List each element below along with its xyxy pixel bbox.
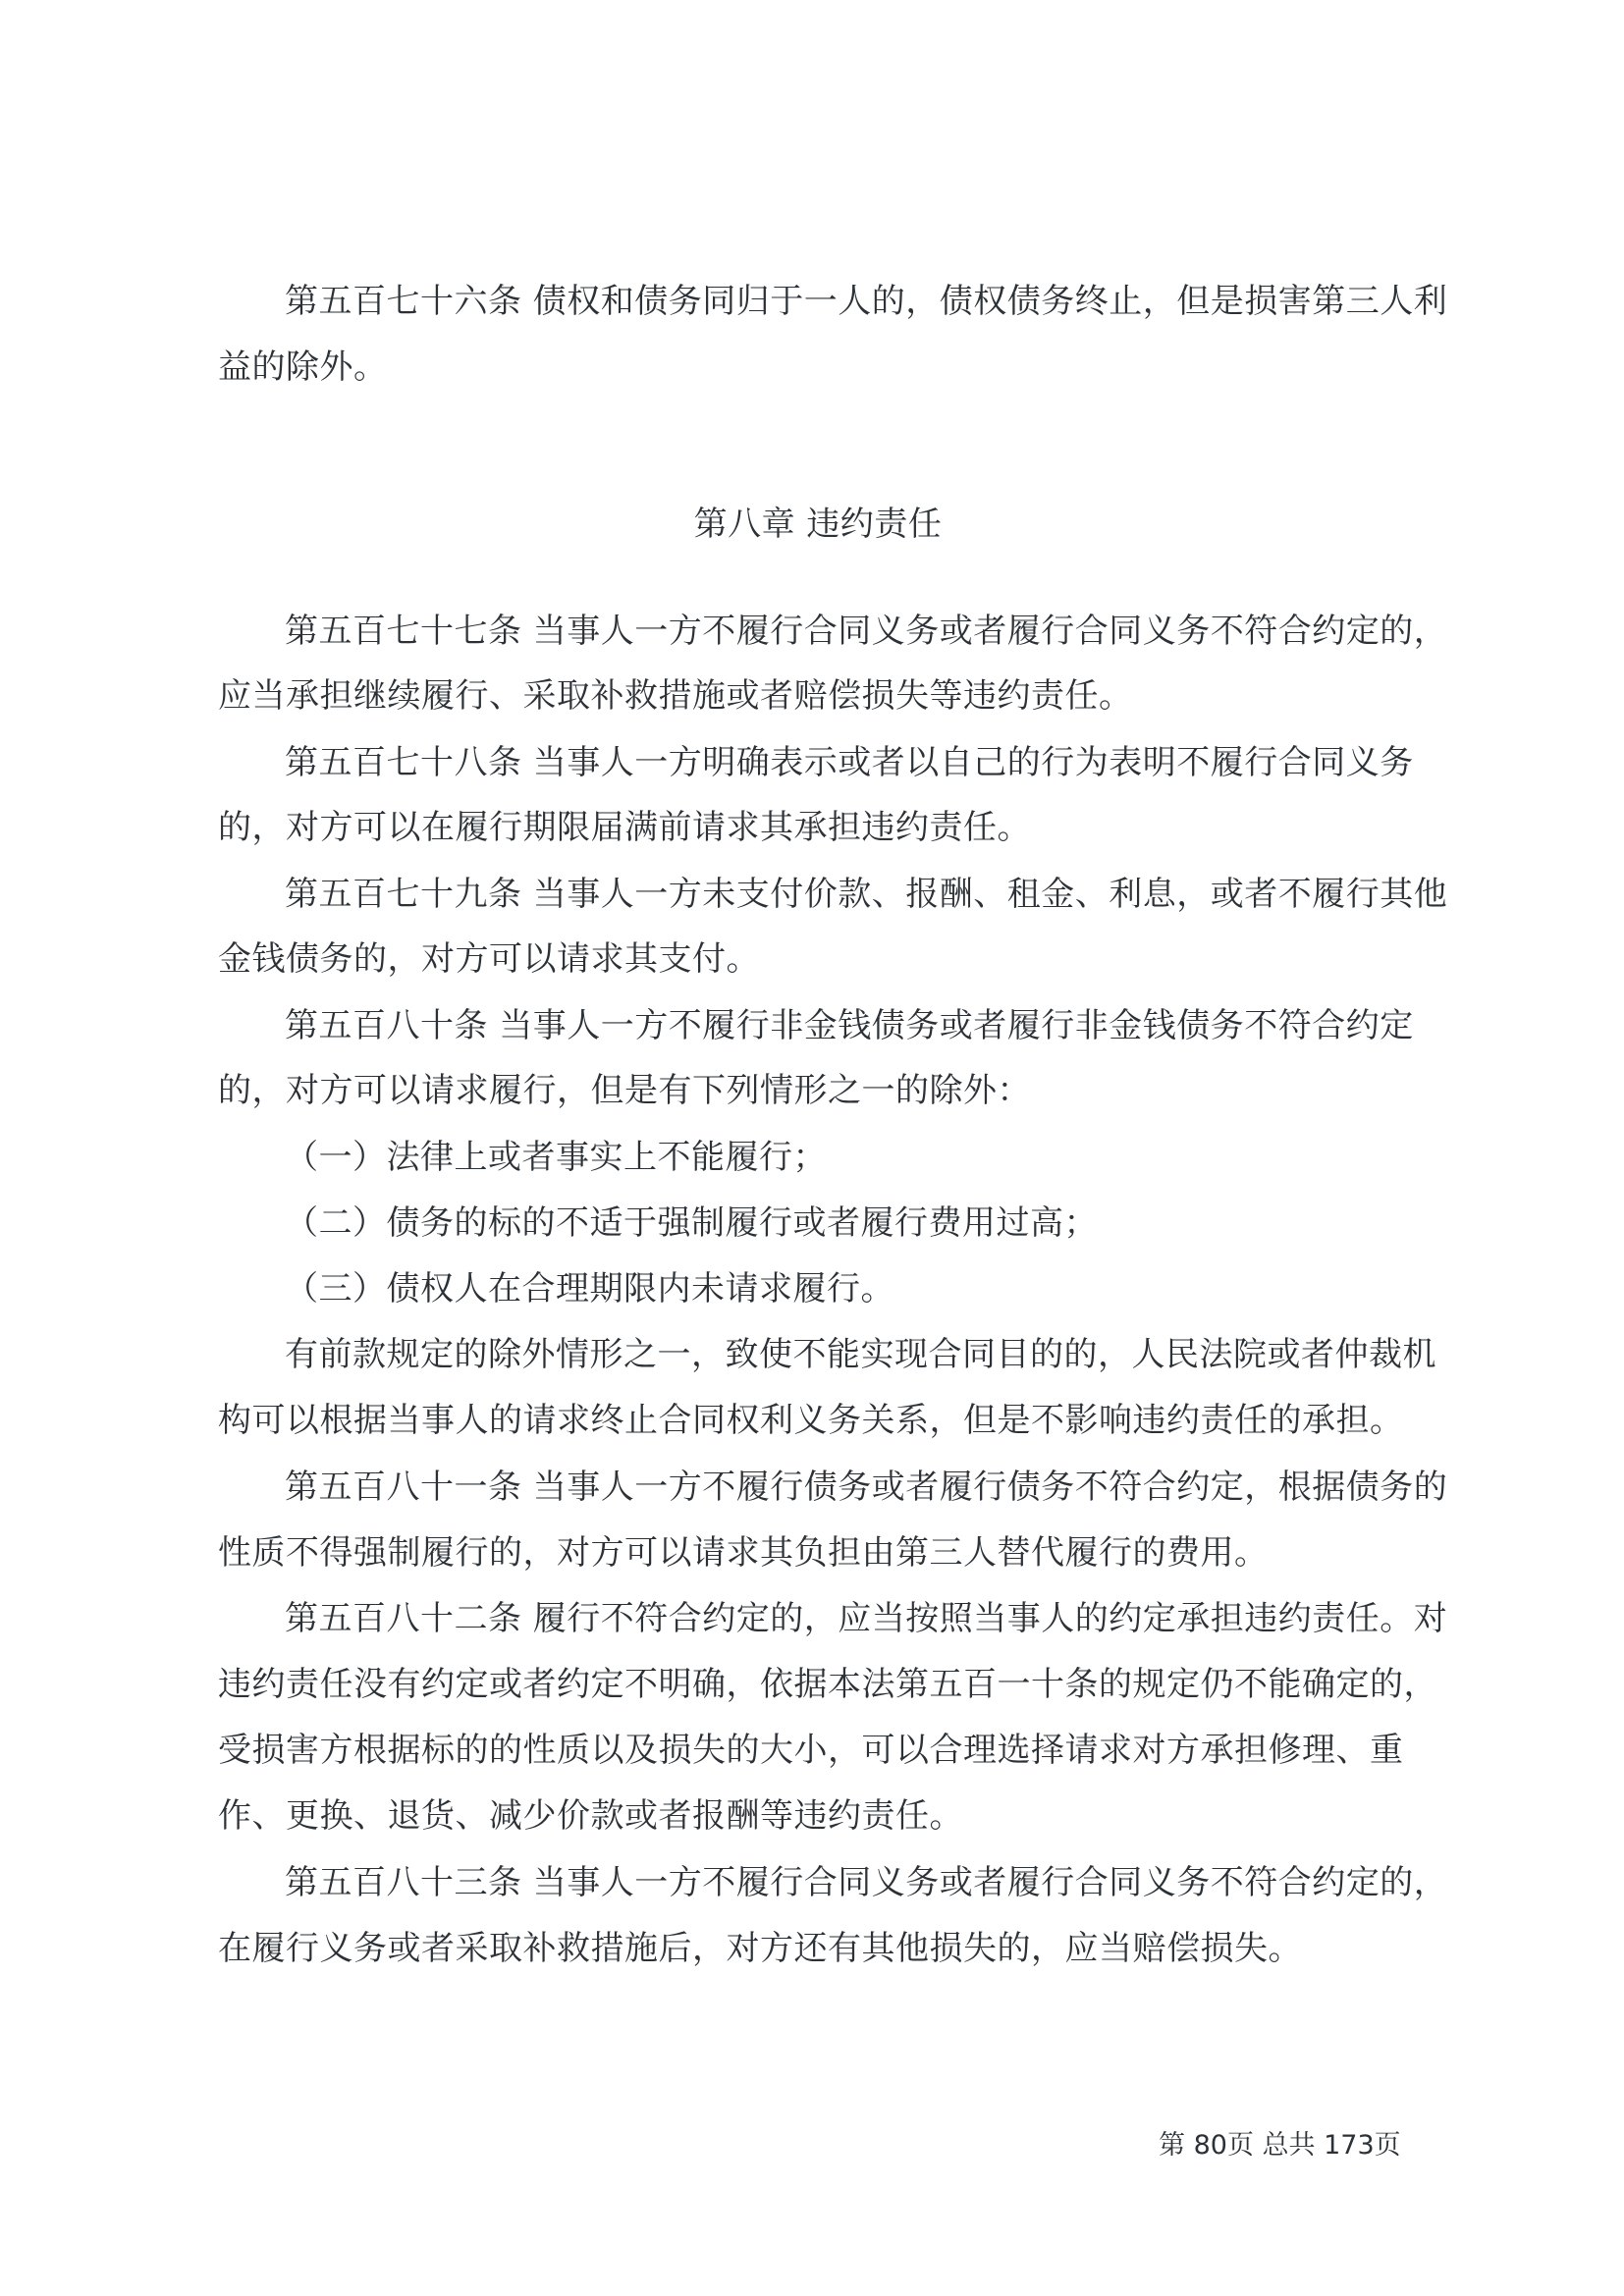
article-581-line-1: 第五百八十一条 当事人一方不履行债务或者履行债务不符合约定，根据债务的 xyxy=(285,1468,1448,1507)
article-583-line-1: 第五百八十三条 当事人一方不履行合同义务或者履行合同义务不符合约定的， xyxy=(285,1863,1448,1902)
chapter-heading: 第八章 违约责任 xyxy=(693,505,943,544)
article-578-line-2: 的，对方可以在履行期限届满前请求其承担违约责任。 xyxy=(218,808,1031,847)
article-580-paragraph-2-line-2: 构可以根据当事人的请求终止合同权利义务关系，但是不影响违约责任的承担。 xyxy=(218,1401,1404,1440)
article-582-line-4: 作、更换、退货、减少价款或者报酬等违约责任。 xyxy=(218,1796,963,1836)
article-582-line-1: 第五百八十二条 履行不符合约定的，应当按照当事人的约定承担违约责任。对 xyxy=(285,1599,1448,1638)
article-576-line-2: 益的除外。 xyxy=(218,347,388,387)
article-582-line-2: 违约责任没有约定或者约定不明确，依据本法第五百一十条的规定仍不能确定的， xyxy=(218,1665,1437,1704)
article-577-line-2: 应当承担继续履行、采取补救措施或者赔偿损失等违约责任。 xyxy=(218,676,1133,716)
article-580-item-1: （一）法律上或者事实上不能履行； xyxy=(285,1138,827,1177)
article-579-line-1: 第五百七十九条 当事人一方未支付价款、报酬、租金、利息，或者不履行其他 xyxy=(285,875,1448,914)
article-582-line-3: 受损害方根据标的的性质以及损失的大小，可以合理选择请求对方承担修理、重 xyxy=(218,1731,1404,1770)
article-580-item-2: （二）债务的标的不适于强制履行或者履行费用过高； xyxy=(285,1203,1098,1243)
article-576-line-1: 第五百七十六条 债权和债务同归于一人的，债权债务终止，但是损害第三人利 xyxy=(285,282,1448,321)
article-583-line-2: 在履行义务或者采取补救措施后，对方还有其他损失的，应当赔偿损失。 xyxy=(218,1929,1302,1968)
article-578-line-1: 第五百七十八条 当事人一方明确表示或者以自己的行为表明不履行合同义务 xyxy=(285,743,1414,782)
article-577-line-1: 第五百七十七条 当事人一方不履行合同义务或者履行合同义务不符合约定的， xyxy=(285,612,1448,651)
article-580-line-2: 的，对方可以请求履行，但是有下列情形之一的除外： xyxy=(218,1071,1031,1110)
article-579-line-2: 金钱债务的，对方可以请求其支付。 xyxy=(218,939,760,979)
article-580-item-3: （三）债权人在合理期限内未请求履行。 xyxy=(285,1269,894,1308)
page-number-footer: 第 80页 总共 173页 xyxy=(1159,2130,1401,2161)
article-580-paragraph-2-line-1: 有前款规定的除外情形之一，致使不能实现合同目的的，人民法院或者仲裁机 xyxy=(285,1335,1436,1374)
article-580-line-1: 第五百八十条 当事人一方不履行非金钱债务或者履行非金钱债务不符合约定 xyxy=(285,1006,1414,1045)
article-581-line-2: 性质不得强制履行的，对方可以请求其负担由第三人替代履行的费用。 xyxy=(218,1533,1269,1573)
